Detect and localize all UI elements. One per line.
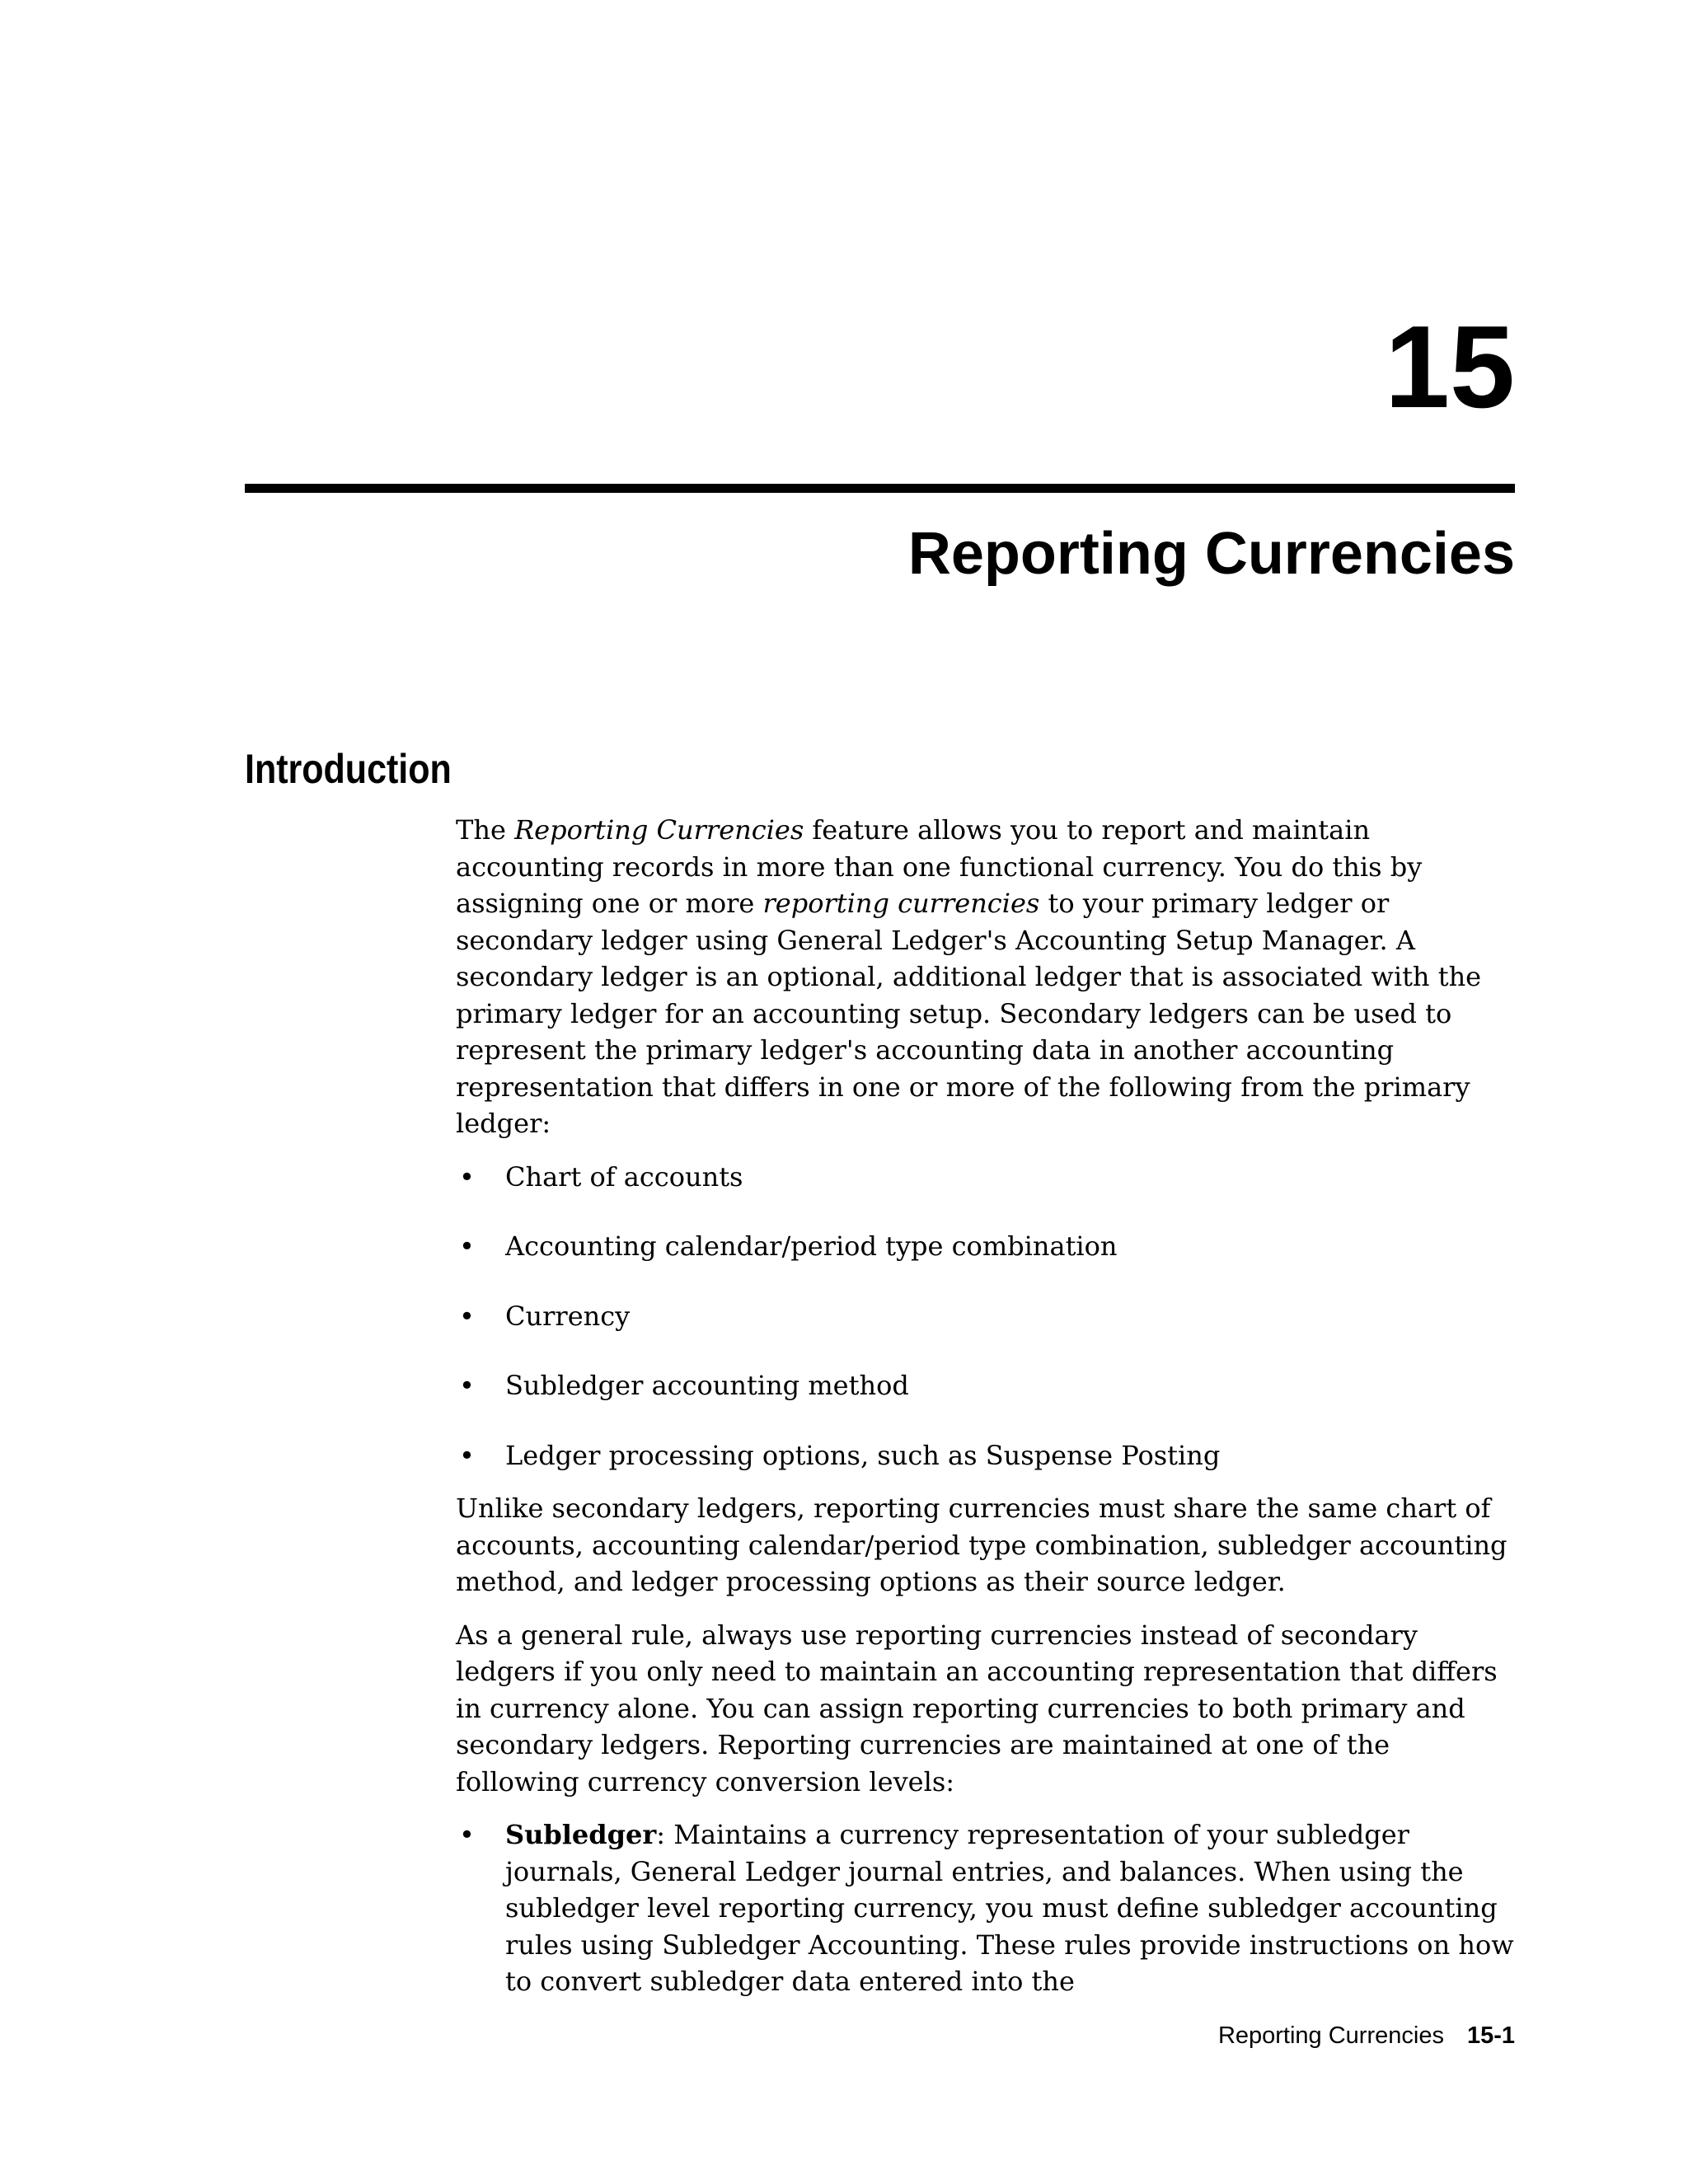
list-item: • Ledger processing options, such as Suspense Posting (456, 1437, 1519, 1474)
page-footer (1218, 2022, 1515, 2050)
chapter-number: 15 (1385, 302, 1515, 433)
chapter-title: Reporting Currencies (907, 521, 1515, 587)
intro-paragraph (456, 812, 1519, 1142)
emphasis-text: Reporting Currencies (514, 814, 804, 846)
term-description: : Maintains a currency representation of your subledger journals, General Ledger journal entries, and balances. When using the subledger level reporting currency, you must define subledger accounting rules using Subledger Accounting. These rules provide instructions on how to convert subledger data entered into the (505, 1819, 1514, 1997)
chapter-rule (245, 484, 1515, 493)
text-run: feature allows you to report and maintain accounting records in more than one functional currency. You do this by assigning one or more (456, 814, 1423, 919)
footer-title: Reporting Currencies (1217, 2022, 1444, 2049)
difference-list (456, 1159, 1519, 1474)
conversion-level-list (456, 1816, 1519, 2000)
text-run: The (456, 814, 515, 846)
list-item: • Chart of accounts (456, 1159, 1519, 1196)
list-item: • Accounting calendar/period type combination (456, 1228, 1519, 1265)
text-run: to your primary ledger or secondary ledger using General Ledger's Accounting Setup Manager. A secondary ledger is an optional, additional ledger that is associated with the primary ledger for an accounting setup. Secondary ledgers can be used to represent the primary ledger's accounting data in another accounting representation that differs in one or more of the following from the primary ledger: (456, 888, 1482, 1139)
section-heading: Introduction (245, 746, 452, 792)
term: Subledger (505, 1819, 657, 1850)
list-item: • Currency (456, 1298, 1519, 1335)
emphasis-text: reporting currencies (762, 888, 1040, 919)
page-number: 15-1 (1466, 2022, 1515, 2049)
list-item: • Subledger accounting method (456, 1367, 1519, 1404)
list-item (456, 1816, 1519, 2000)
general-rule-paragraph: As a general rule, always use reporting currencies instead of secondary ledgers if you only need to maintain an accounting representation that differs in currency alone. You can assign reporting currencies to both primary and secondary ledgers. Reporting currencies are maintained at one of the following currency conversion levels: (456, 1619, 1498, 1797)
body-text (456, 812, 1519, 2017)
comparison-paragraph: Unlike secondary ledgers, reporting currencies must share the same chart of accounts, accounting calendar/period type combination, subledger accounting method, and ledger processing options as their source ledger. (456, 1493, 1507, 1597)
